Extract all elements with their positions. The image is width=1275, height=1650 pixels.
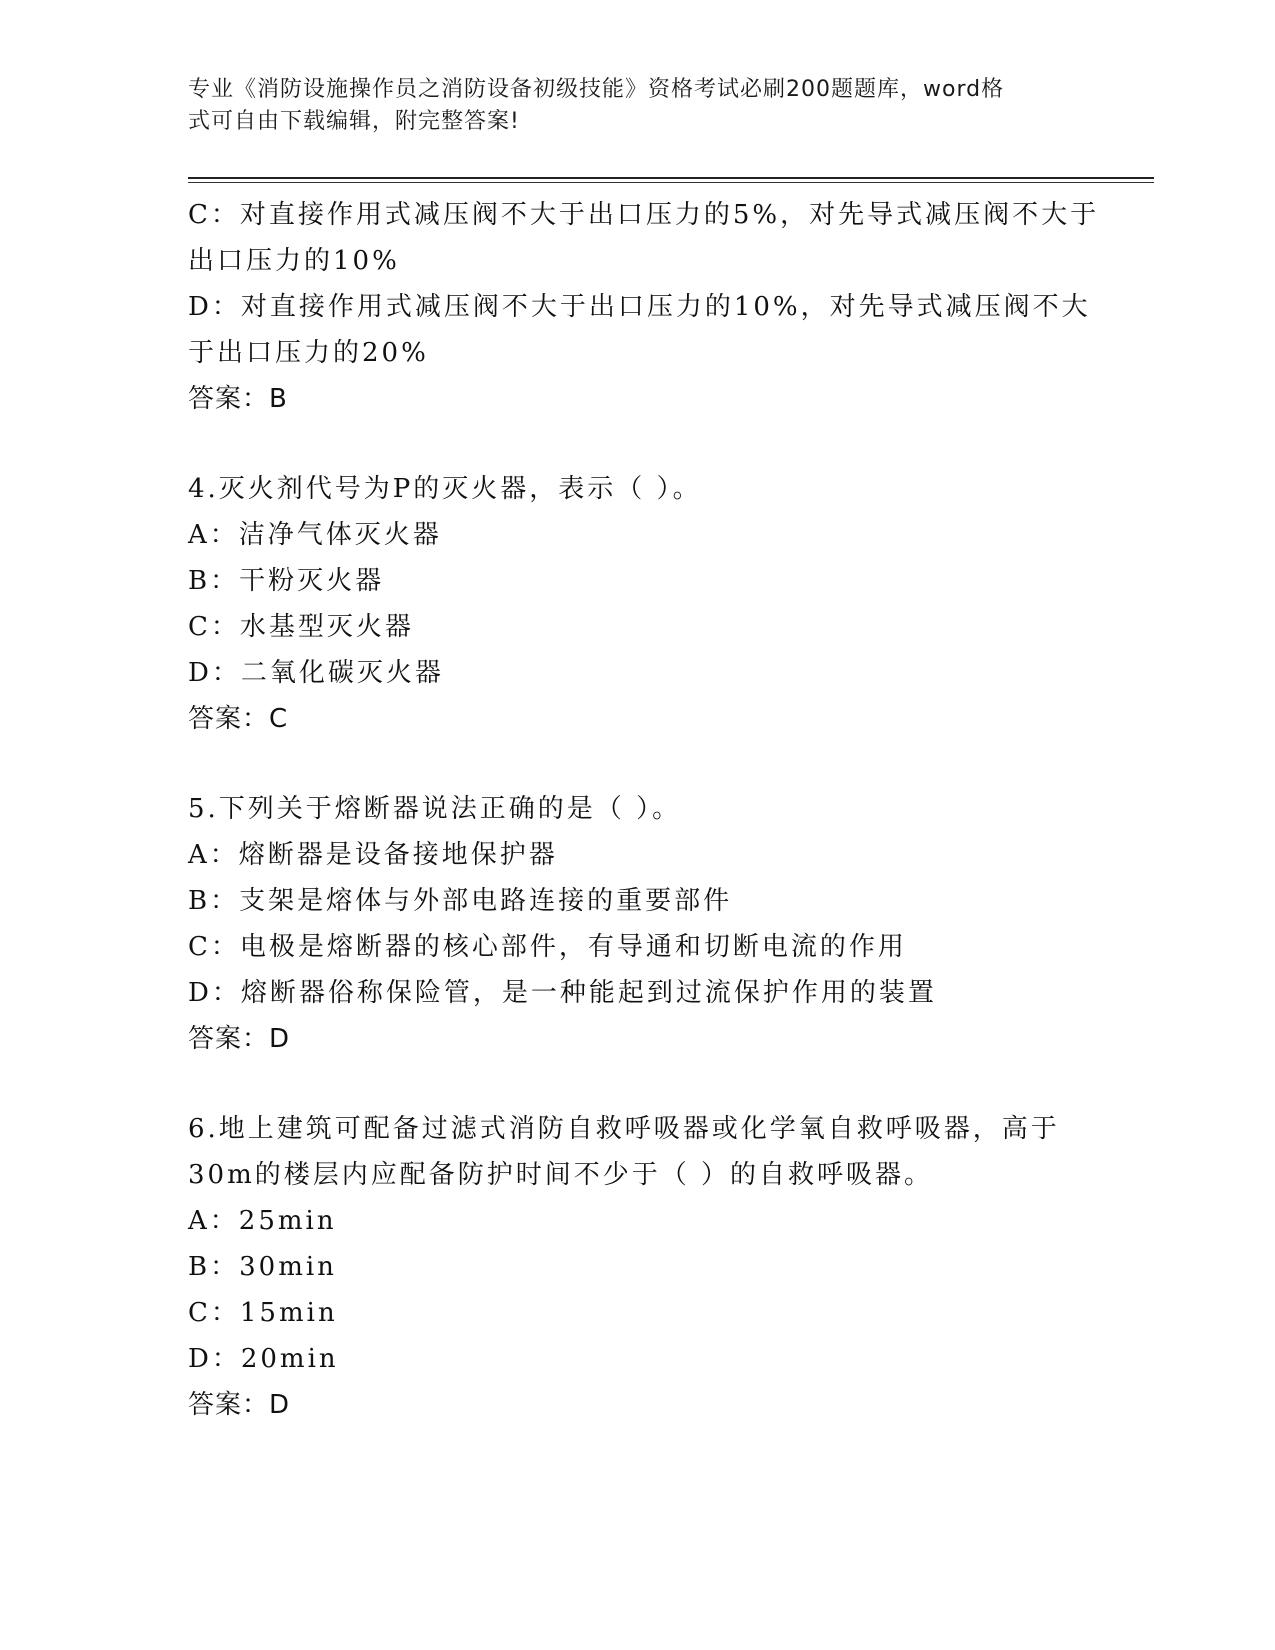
option-c: C：对直接作用式减压阀不大于出口压力的5%，对先导式减压阀不大于 <box>188 200 1100 230</box>
option-d: D：熔断器俗称保险管，是一种能起到过流保护作用的装置 <box>188 978 937 1008</box>
option-b: B：支架是熔体与外部电路连接的重要部件 <box>188 886 733 916</box>
answer-label: 答案：D <box>188 1024 291 1054</box>
option-a: A：洁净气体灭火器 <box>188 520 442 550</box>
question-4 <box>188 466 1088 742</box>
answer-label: 答案：D <box>188 1390 291 1420</box>
option-d: D：20min <box>188 1344 339 1374</box>
answer-label: 答案：B <box>188 384 288 414</box>
option-c: C：电极是熔断器的核心部件，有导通和切断电流的作用 <box>188 932 907 962</box>
header-line-1: 专业《消防设施操作员之消防设备初级技能》资格考试必刷200题题库，word格 <box>188 77 1005 102</box>
option-a: A：熔断器是设备接地保护器 <box>188 840 558 870</box>
option-c: C：水基型灭火器 <box>188 612 414 642</box>
option-b: B：30min <box>188 1252 337 1282</box>
option-a: A：25min <box>188 1206 337 1236</box>
question-body <box>188 192 1100 1428</box>
option-d-continued: 于出口压力的20% <box>188 338 429 368</box>
question-6 <box>188 1106 1088 1428</box>
header-divider <box>188 177 1154 179</box>
document-header <box>188 74 1068 138</box>
option-c-continued: 出口压力的10% <box>188 246 400 276</box>
option-b: B：干粉灭火器 <box>188 566 385 596</box>
question-3-continued <box>188 192 1100 422</box>
question-stem: 6.地上建筑可配备过滤式消防自救呼吸器或化学氧自救呼吸器，高于 <box>188 1114 1060 1144</box>
header-line-2: 式可自由下载编辑，附完整答案! <box>188 109 520 134</box>
header-divider-thin <box>188 182 1154 183</box>
question-5 <box>188 786 1088 1062</box>
option-d: D：对直接作用式减压阀不大于出口压力的10%，对先导式减压阀不大 <box>188 292 1091 322</box>
option-d: D：二氧化碳灭火器 <box>188 658 444 688</box>
answer-label: 答案：C <box>188 704 289 734</box>
question-stem-continued: 30m的楼层内应配备防护时间不少于（ ）的自救呼吸器。 <box>188 1160 934 1190</box>
question-stem: 4.灭火剂代号为P的灭火器，表示（ ）。 <box>188 474 702 504</box>
question-stem: 5.下列关于熔断器说法正确的是（ ）。 <box>188 794 682 824</box>
option-c: C：15min <box>188 1298 338 1328</box>
